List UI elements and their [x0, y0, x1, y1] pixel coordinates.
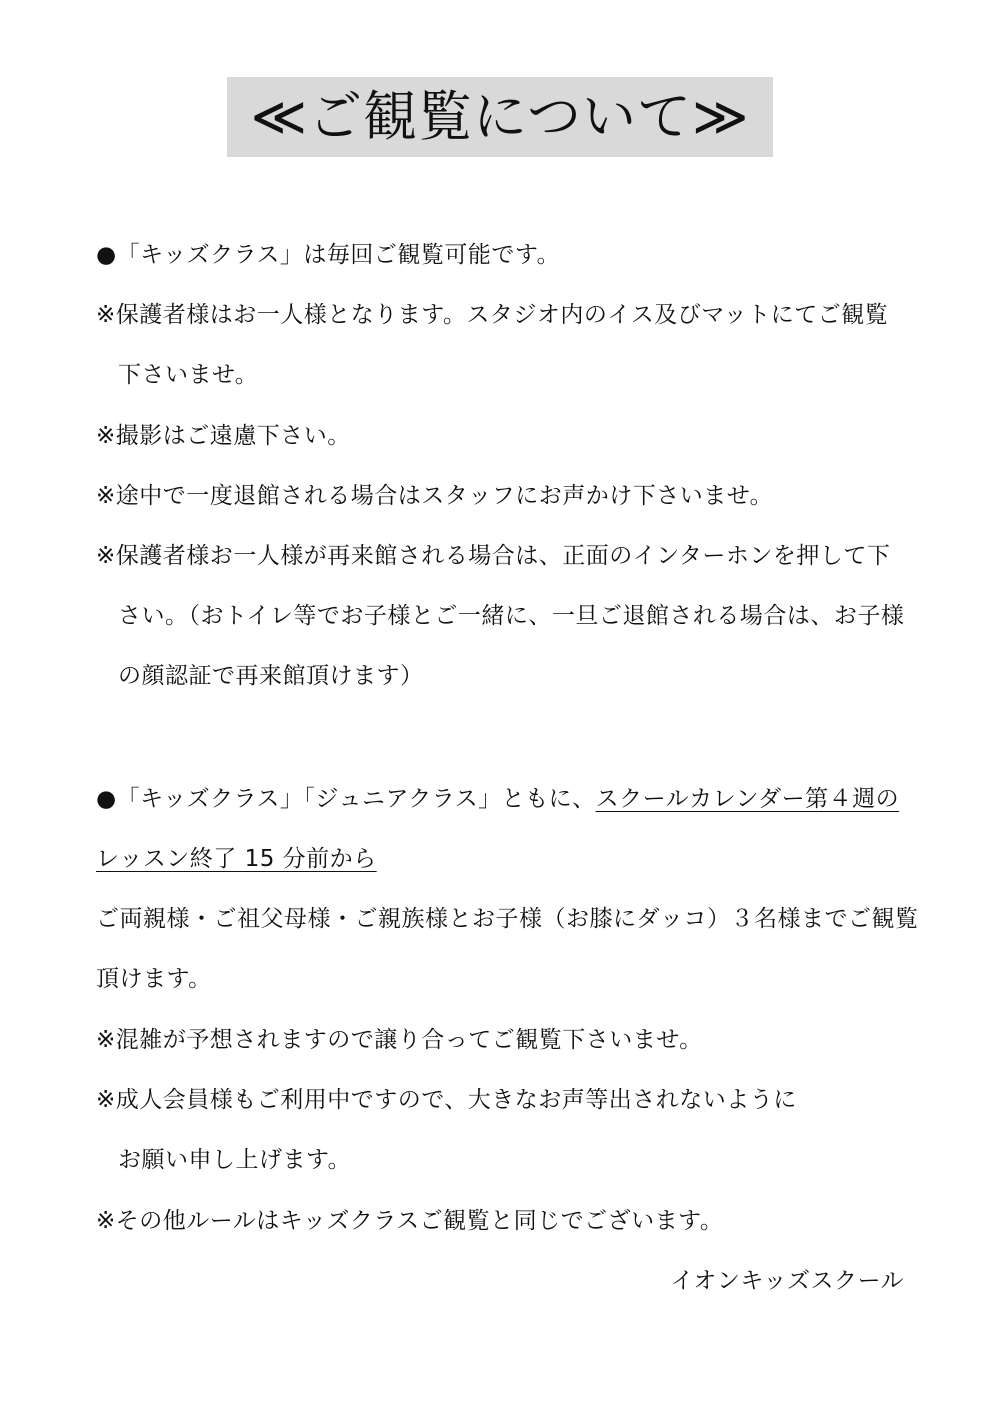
section1-note2: ※撮影はご遠慮下さい。	[96, 423, 351, 449]
section2-heading-underlined: スクールカレンダー第４週の	[595, 786, 900, 812]
section2-heading-prefix: ●「キッズクラス」「ジュニアクラス」ともに、	[96, 786, 596, 812]
section1-heading: ●「キッズクラス」は毎回ご観覧可能です。	[96, 242, 561, 268]
section2-heading-line2: レッスン終了 15 分前から	[96, 846, 377, 872]
section1-note4-line1: ※保護者様お一人様が再来館される場合は、正面のインターホンを押して下	[96, 543, 891, 569]
school-signature: イオンキッズスクール	[670, 1268, 904, 1294]
section2-body-line2: 頂けます。	[96, 966, 212, 992]
section1-note1-line2: 下さいませ。	[118, 362, 259, 388]
title-banner	[227, 77, 773, 157]
section2-note2-line2: お願い申し上げます。	[118, 1147, 352, 1173]
section1-note4-line2: さい。（おトイレ等でお子様とご一緒に、一旦ご退館される場合は、お子様	[118, 603, 905, 629]
section2-body-line1: ご両親様・ご祖父母様・ご親族様とお子様（お膝にダッコ）３名様までご観覧	[96, 906, 919, 932]
page-title: ≪ご観覧について≫	[250, 85, 750, 148]
section2-note1: ※混雑が予想されますので譲り合ってご観覧下さいませ。	[96, 1027, 703, 1053]
section1-note1-line1: ※保護者様はお一人様となります。スタジオ内のイス及びマットにてご観覧	[96, 302, 889, 328]
section1-note3: ※途中で一度退館される場合はスタッフにお声かけ下さいませ。	[96, 483, 774, 509]
section2-heading	[96, 784, 899, 814]
section2-note3: ※その他ルールはキッズクラスご観覧と同じでございます。	[96, 1208, 724, 1234]
section1-note4-line3: の顔認証で再来館頂けます）	[118, 663, 424, 689]
section2-note2-line1: ※成人会員様もご利用中ですので、大きなお声等出されないように	[96, 1087, 797, 1113]
